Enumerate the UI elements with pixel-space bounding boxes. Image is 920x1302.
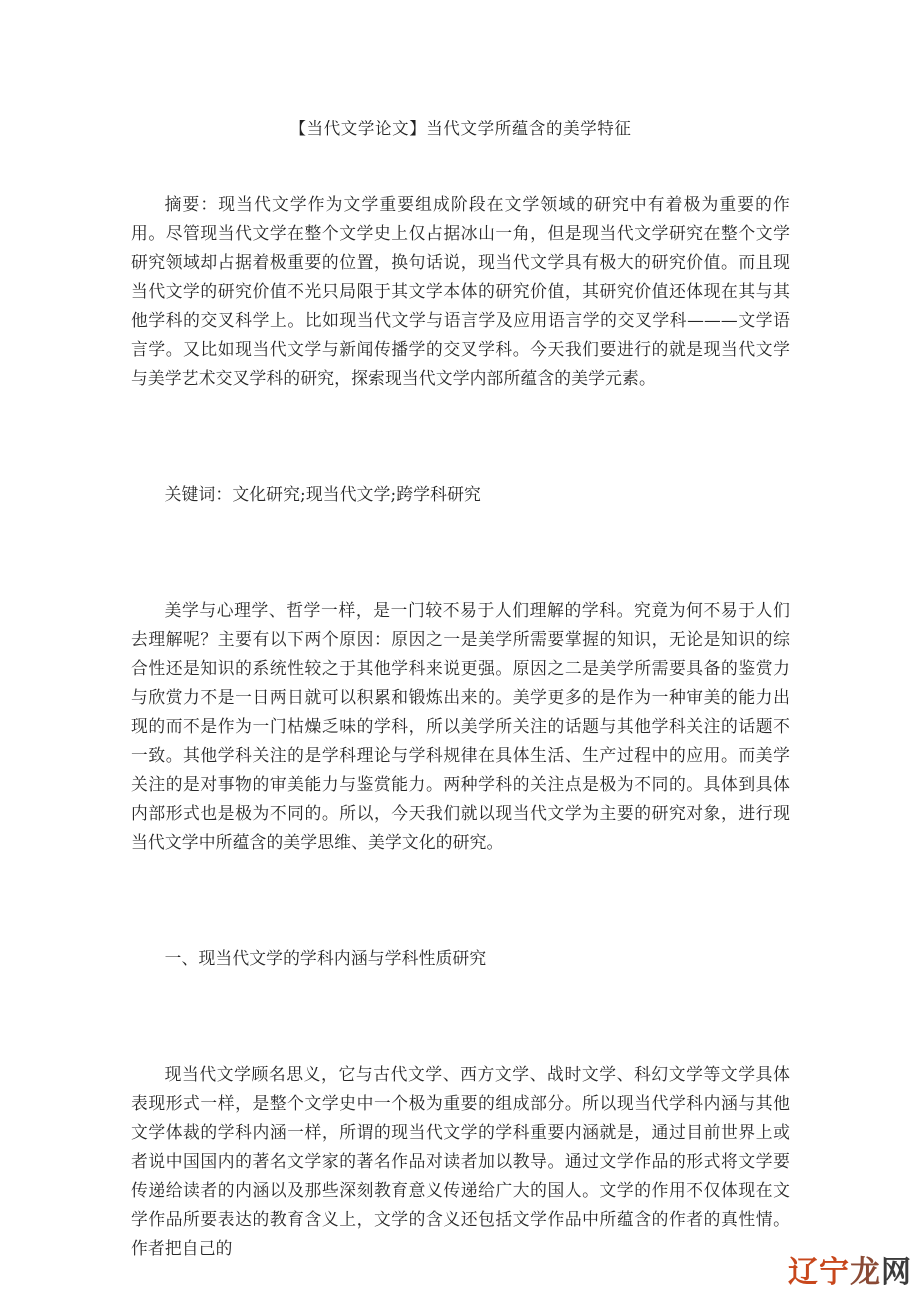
page-title: 【当代文学论文】当代文学所蕴含的美学特征	[289, 119, 632, 138]
spacer	[131, 509, 790, 596]
watermark-logo	[788, 1255, 912, 1290]
watermark-char-4: 网	[881, 1255, 912, 1290]
spacer	[131, 393, 790, 480]
watermark-char-3: 龙	[850, 1255, 881, 1290]
spacer	[131, 857, 790, 944]
watermark-char-1: 辽	[788, 1255, 819, 1290]
abstract-paragraph: 摘要：现当代文学作为文学重要组成阶段在文学领域的研究中有着极为重要的作用。尽管现当代文学在整个文学史上仅占据冰山一角，但是现当代文学研究在整个文学研究领域却占据着极重要的位置，换句话说，现当代文学具有极大的研究价值。而且现当代文学的研究价值不光只局限于其文学本体的研究价值，其研究价值还体现在其与其他学科的交叉科学上。比如现当代文学与语言学及应用语言学的交叉学科———文学语言学。又比如现当代文学与新闻传播学的交叉学科。今天我们要进行的就是现当代文学与美学艺术交叉学科的研究，探索现当代文学内部所蕴含的美学元素。	[131, 194, 790, 388]
spacer	[131, 973, 790, 1060]
section-heading-1: 一、现当代文学的学科内涵与学科性质研究	[164, 948, 487, 968]
watermark-char-2: 宁	[819, 1255, 850, 1290]
spacer	[131, 143, 790, 190]
body-paragraph-2: 现当代文学顾名思义，它与古代文学、西方文学、战时文学、科幻文学等文学具体表现形式一样，是整个文学史中一个极为重要的组成部分。所以现当代学科内涵与其他文学体裁的学科内涵一样，所谓的现当代文学的学科重要内涵就是，通过目前世界上或者说中国国内的著名文学家的著名作品对读者加以教导。通过文学作品的形式将文学要传递给读者的内涵以及那些深刻教育意义传递给广大的国人。文学的作用不仅体现在文学作品所要表达的教育含义上，文学的含义还包括文学作品中所蕴含的作者的真性情。作者把自己的	[131, 1064, 790, 1258]
keywords-line: 关键词：文化研究;现当代文学;跨学科研究	[164, 484, 481, 504]
document-content	[131, 0, 790, 1263]
body-paragraph-1: 美学与心理学、哲学一样，是一门较不易于人们理解的学科。究竟为何不易于人们去理解呢？主要有以下两个原因：原因之一是美学所需要掌握的知识，无论是知识的综合性还是知识的系统性较之于其他学科来说更强。原因之二是美学所需要具备的鉴赏力与欣赏力不是一日两日就可以积累和锻炼出来的。美学更多的是作为一种审美的能力出现的而不是作为一门枯燥乏味的学科，所以美学所关注的话题与其他学科关注的话题不一致。其他学科关注的是学科理论与学科规律在具体生活、生产过程中的应用。而美学关注的是对事物的审美能力与鉴赏能力。两种学科的关注点是极为不同的。具体到具体内部形式也是极为不同的。所以，今天我们就以现当代文学为主要的研究对象，进行现当代文学中所蕴含的美学思维、美学文化的研究。	[131, 600, 790, 852]
